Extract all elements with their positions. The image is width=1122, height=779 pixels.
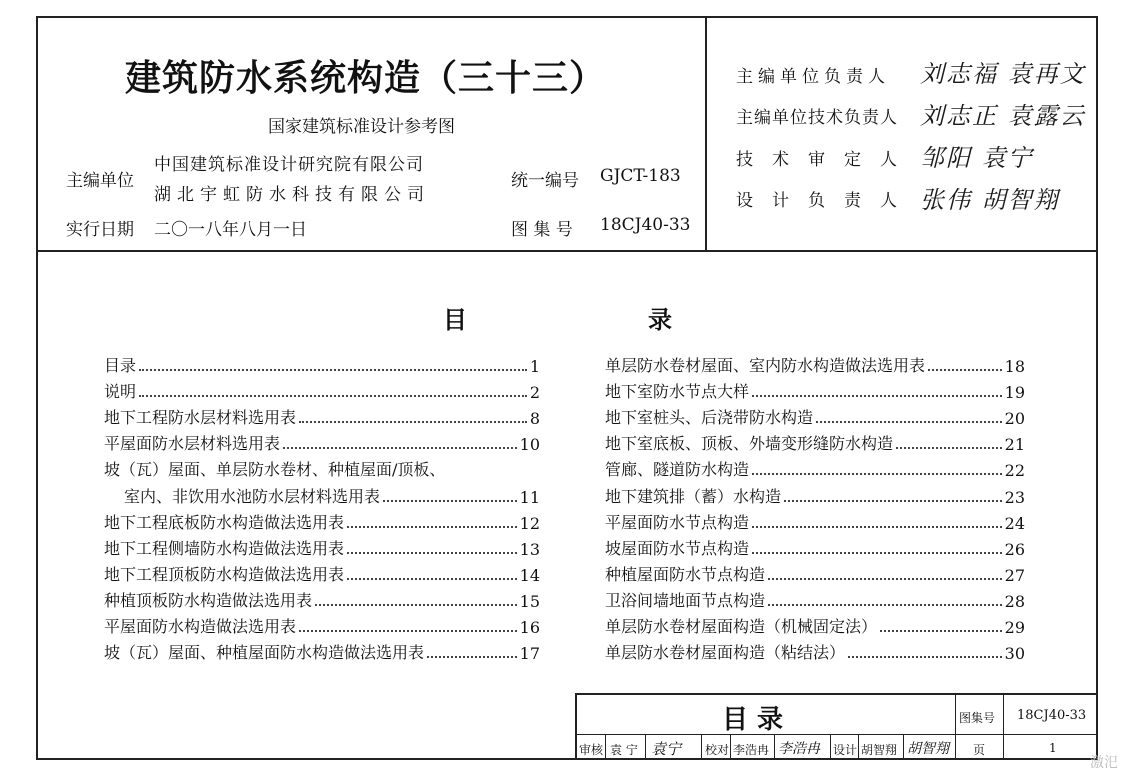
check-signature: 李浩冉 [778, 741, 820, 757]
toc-dot-leader [752, 526, 1002, 528]
toc-entry-title: 坡（瓦）屋面、种植屋面防水构造做法选用表 [104, 643, 425, 663]
toc-entry-page: 18 [1004, 357, 1025, 376]
toc-entry-title: 坡（瓦）屋面、单层防水卷材、种植屋面/顶板、 [104, 460, 446, 480]
toc-dot-leader [896, 447, 1002, 449]
toc-entry[interactable] [104, 406, 540, 428]
watermark: 激汜 [1090, 755, 1118, 771]
toc-entry-title: 地下室底板、顶板、外墙变形缝防水构造 [605, 434, 894, 454]
toc-entry-title: 地下室防水节点大样 [605, 382, 750, 402]
toc-entry[interactable] [605, 432, 1025, 454]
toc-dot-leader [427, 656, 517, 658]
toc-entry-page: 26 [1004, 539, 1025, 559]
toc-dot-leader [347, 578, 517, 580]
design-signature: 胡智翔 [907, 741, 949, 757]
design-label: 设计 [833, 743, 858, 757]
toc-dot-leader [848, 656, 1002, 658]
handwritten-signature-1: 刘志福 袁再文 [920, 60, 1086, 88]
toc-dot-leader [816, 421, 1002, 423]
toc-entry-title: 地下建筑排（蓄）水构造 [605, 486, 782, 506]
toc-entry[interactable] [605, 511, 1025, 533]
toc-entry[interactable] [104, 511, 540, 533]
toc-entry[interactable] [605, 615, 1025, 637]
review-name: 袁 宁 [610, 743, 638, 757]
handwritten-signature-3: 邹阳 袁宁 [920, 144, 1034, 172]
document-title: 建筑防水系统构造（三十三） [125, 57, 607, 99]
toc-entry[interactable] [104, 563, 540, 585]
toc-entry-title: 地下工程防水层材料选用表 [104, 408, 297, 428]
toc-entry[interactable] [104, 354, 540, 376]
toc-entry-page: 10 [519, 435, 540, 455]
toc-dot-leader [315, 604, 517, 606]
toc-entry-page: 15 [519, 591, 540, 611]
unified-no: GJCT-183 [600, 166, 681, 186]
toc-heading-left: 目 [443, 305, 467, 334]
toc-entry-title: 管廊、隧道防水构造 [605, 460, 750, 480]
toc-entry-page: 13 [519, 539, 540, 559]
toc-entry-page: 27 [1004, 565, 1025, 585]
toc-dot-leader [299, 630, 517, 632]
toc-dot-leader [768, 578, 1002, 580]
atlas-no: 18CJ40-33 [600, 215, 691, 235]
toc-entry[interactable] [104, 458, 540, 480]
toc-entry-page: 16 [519, 618, 540, 637]
toc-dot-leader [928, 369, 1002, 371]
toc-entry-page: 23 [1004, 487, 1025, 507]
toc-entry-title: 单层防水卷材屋面构造（粘结法） [605, 643, 846, 663]
toc-entry-page: 19 [1004, 383, 1025, 403]
review-label: 审核 [579, 743, 604, 757]
toc-entry[interactable] [124, 485, 540, 507]
toc-entry-page: 29 [1004, 618, 1025, 637]
toc-dot-leader [139, 369, 527, 371]
header-divider [36, 250, 1098, 252]
handwritten-signature-2: 刘志正 袁露云 [920, 102, 1086, 130]
toc-entry-page: 14 [519, 565, 540, 585]
handwritten-signature-4: 张伟 胡智翔 [920, 186, 1060, 214]
toc-dot-leader [768, 604, 1002, 606]
cell-divider [858, 734, 859, 760]
date-label: 实行日期 [66, 220, 134, 240]
toc-entry-page: 8 [529, 409, 540, 429]
title-block-name: 目 录 [722, 705, 784, 735]
toc-entry[interactable] [605, 589, 1025, 611]
cell-divider [645, 734, 646, 760]
toc-entry-page: 2 [529, 383, 540, 403]
toc-dot-leader [784, 500, 1002, 502]
toc-entry-page: 11 [519, 487, 540, 507]
toc-dot-leader [752, 395, 1002, 397]
toc-entry-title: 目录 [104, 356, 137, 375]
check-name: 李浩冉 [733, 743, 770, 757]
design-name: 胡智翔 [861, 743, 898, 757]
title-block-vline [1003, 695, 1004, 760]
cell-divider [830, 734, 831, 760]
toc-dot-leader [383, 500, 517, 502]
toc-entry[interactable] [605, 563, 1025, 585]
effective-date: 二〇一八年八月一日 [154, 220, 307, 240]
title-block-atlas-label: 图集号 [959, 711, 996, 725]
toc-entry-title: 地下室桩头、后浇带防水构造 [605, 408, 814, 428]
toc-dot-leader [299, 421, 527, 423]
toc-entry-page: 17 [519, 644, 540, 664]
toc-dot-leader [752, 473, 1002, 475]
signature-divider [705, 16, 707, 252]
toc-entry[interactable] [104, 537, 540, 559]
sig-role-4: 设计负责人 [736, 191, 916, 211]
toc-entry[interactable] [605, 537, 1025, 559]
toc-entry[interactable] [605, 406, 1025, 428]
toc-entry[interactable] [104, 615, 540, 637]
toc-entry[interactable] [104, 641, 540, 663]
toc-entry-title: 平屋面防水层材料选用表 [104, 434, 281, 454]
title-block-divider [577, 734, 1098, 735]
toc-entry[interactable] [605, 485, 1025, 507]
title-block [575, 693, 1098, 760]
toc-entry-page: 20 [1004, 409, 1025, 429]
cell-divider [730, 734, 731, 760]
toc-entry-page: 12 [519, 513, 540, 533]
cell-divider [605, 734, 606, 760]
atlas-label: 图 集 号 [511, 220, 573, 240]
toc-entry[interactable] [104, 380, 540, 402]
cell-divider [903, 734, 904, 760]
toc-entry[interactable] [605, 458, 1025, 480]
toc-entry-title: 卫浴间墙地面节点构造 [605, 590, 766, 610]
sig-role-1: 主编单位负责人 [736, 67, 890, 87]
review-signature: 袁宁 [651, 740, 682, 758]
toc-entry-page: 22 [1004, 461, 1025, 481]
toc-entry-title: 地下工程底板防水构造做法选用表 [104, 512, 345, 532]
toc-entry-title: 平屋面防水构造做法选用表 [104, 617, 297, 636]
toc-entry-title: 平屋面防水节点构造 [605, 512, 750, 532]
page-no: 1 [1049, 741, 1057, 755]
sig-role-3: 技术审定人 [736, 150, 916, 170]
editor-1: 中国建筑标准设计研究院有限公司 [154, 155, 424, 175]
sig-role-2: 主编单位技术负责人 [736, 108, 898, 128]
toc-dot-leader [347, 526, 517, 528]
toc-dot-leader [752, 552, 1002, 554]
toc-entry[interactable] [605, 354, 1025, 376]
toc-dot-leader [347, 552, 517, 554]
unified-no-label: 统一编号 [511, 171, 579, 191]
toc-entry-page: 28 [1004, 591, 1025, 611]
toc-dot-leader [139, 395, 527, 397]
editor-label: 主编单位 [66, 171, 134, 191]
document-subtitle: 国家建筑标准设计参考图 [268, 117, 455, 137]
title-block-vline [955, 695, 956, 760]
editor-2: 湖北宇虹防水科技有限公司 [154, 185, 430, 205]
toc-entry-page: 24 [1004, 513, 1025, 533]
toc-entry-title: 说明 [104, 382, 137, 402]
toc-entry-page: 21 [1004, 435, 1025, 455]
toc-dot-leader [283, 447, 517, 449]
toc-entry-title: 室内、非饮用水池防水层材料选用表 [124, 486, 381, 506]
toc-entry-title: 种植顶板防水构造做法选用表 [104, 590, 313, 610]
toc-heading-right: 录 [648, 305, 672, 334]
toc-dot-leader [880, 630, 1002, 632]
toc-entry-title: 种植屋面防水节点构造 [605, 564, 766, 584]
page-label: 页 [973, 743, 986, 757]
toc-entry-title: 单层防水卷材屋面、室内防水构造做法选用表 [605, 356, 926, 375]
cell-divider [774, 734, 775, 760]
toc-entry[interactable] [605, 641, 1025, 663]
title-block-atlas-no: 18CJ40-33 [1017, 708, 1087, 723]
toc-entry-page: 1 [529, 357, 540, 376]
toc-entry-title: 地下工程侧墙防水构造做法选用表 [104, 538, 345, 558]
toc-entry[interactable] [104, 589, 540, 611]
cell-divider [701, 734, 702, 760]
toc-entry-title: 地下工程顶板防水构造做法选用表 [104, 564, 345, 584]
check-label: 校对 [705, 743, 730, 757]
toc-entry[interactable] [605, 380, 1025, 402]
toc-entry-title: 单层防水卷材屋面构造（机械固定法） [605, 617, 878, 636]
toc-entry-page: 30 [1004, 644, 1025, 664]
toc-entry[interactable] [104, 432, 540, 454]
toc-entry-title: 坡屋面防水节点构造 [605, 538, 750, 558]
